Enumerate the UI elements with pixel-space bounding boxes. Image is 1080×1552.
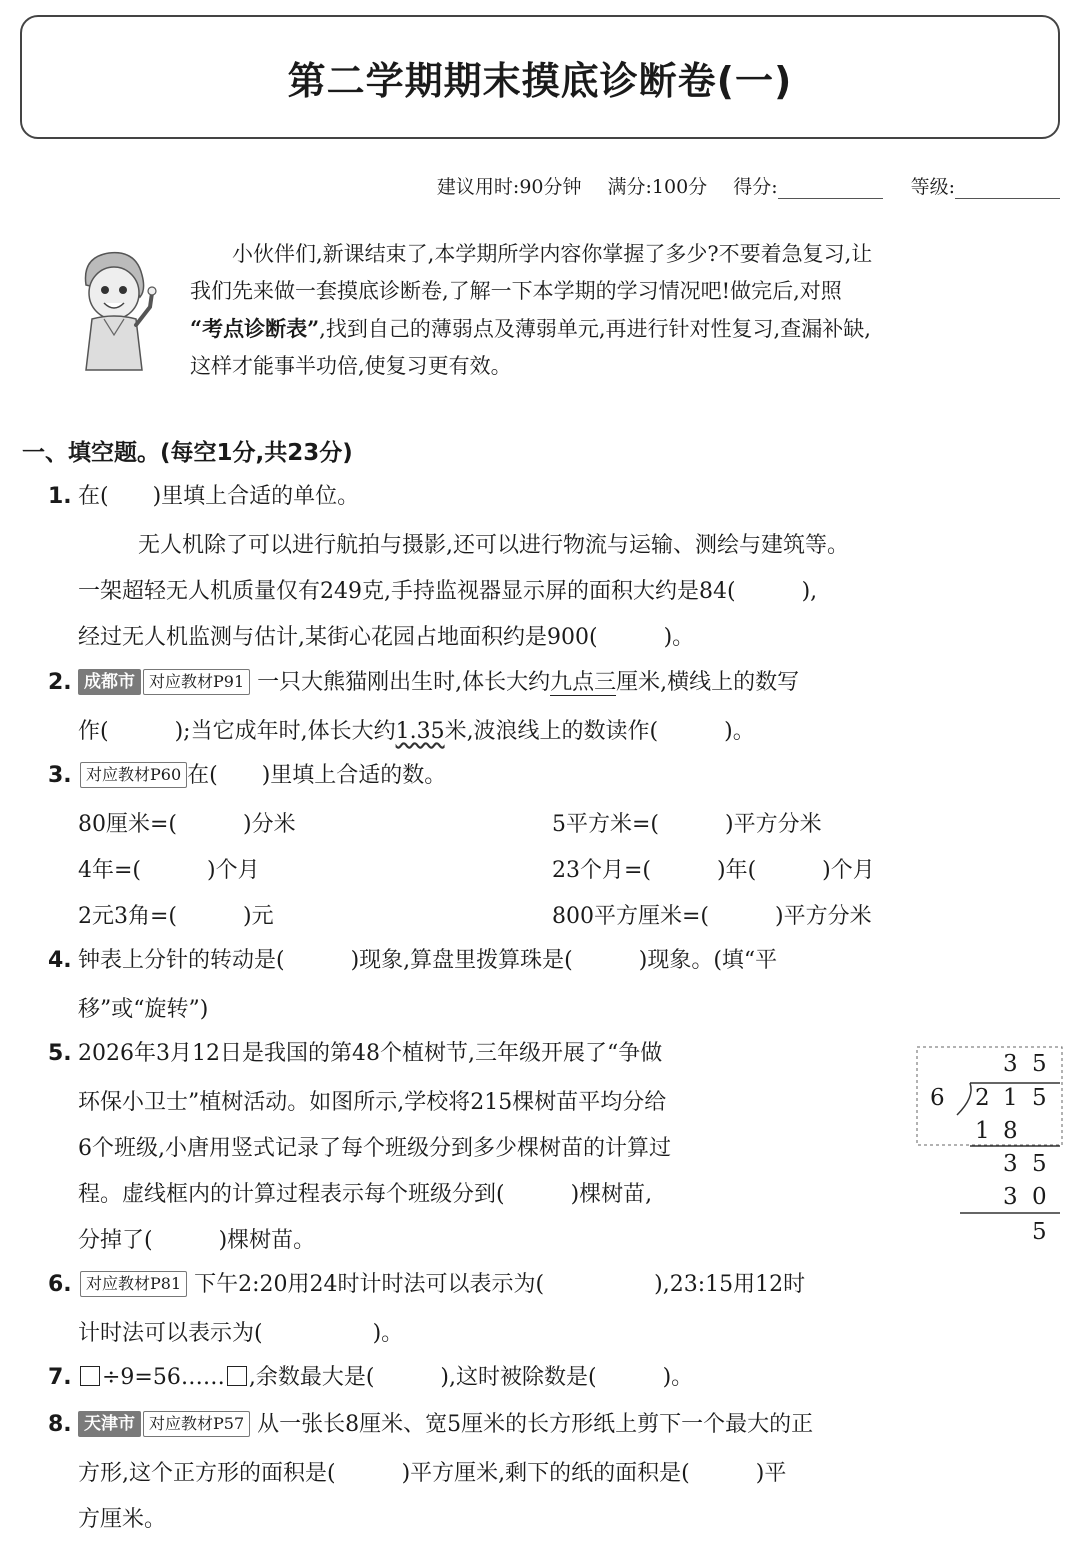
step-digit: 0 — [1032, 1184, 1047, 1210]
question-6: 6. 对应教材P81 下午2:20用24时计时法可以表示为( ),23:15用12时 — [48, 1272, 806, 1297]
q5-line: 6个班级,小唐用竖式记录了每个班级分到多少棵树苗的计算过 — [78, 1136, 671, 1161]
q3-item: 80厘米=( )分米 — [78, 812, 296, 837]
q1-line: 一架超轻无人机质量仅有249克,手持监视器显示屏的面积大约是84( ), — [78, 579, 818, 604]
intro-bold: “考点诊断表” — [190, 316, 320, 341]
q5-line: 程。虚线框内的计算过程表示每个班级分到( )棵树苗, — [78, 1182, 653, 1207]
intro-line: 这样才能事半功倍,使复习更有效。 — [190, 354, 512, 378]
grade-label: 等级: — [910, 176, 955, 198]
long-division-figure — [915, 1045, 1065, 1255]
question-4: 4. 钟表上分针的转动是( )现象,算盘里拨算珠是( )现象。(填“平 — [48, 948, 778, 973]
divisor: 6 — [930, 1085, 945, 1111]
intro-line: “考点诊断表”,找到自己的薄弱点及薄弱单元,再进行针对性复习,查漏补缺, — [190, 316, 871, 341]
quotient-digit: 5 — [1032, 1051, 1047, 1077]
q2-line: 作( );当它成年时,体长大约1.35米,波浪线上的数读作( )。 — [78, 719, 755, 744]
q3-item: 23个月=( )年( )个月 — [552, 858, 875, 883]
q5-line: 环保小卫士”植树活动。如图所示,学校将215棵树苗平均分给 — [78, 1090, 667, 1115]
intro-line: 我们先来做一套摸底诊断卷,了解一下本学期的学习情况吧!做完后,对照 — [190, 279, 842, 303]
q8-line: 方形,这个正方形的面积是( )平方厘米,剩下的纸的面积是( )平 — [78, 1461, 787, 1486]
q3-item: 5平方米=( )平方分米 — [552, 812, 822, 837]
remainder-digit: 3 — [1003, 1151, 1018, 1177]
question-3: 3. 对应教材P60 在( )里填上合适的数。 — [48, 763, 447, 788]
grade-blank[interactable] — [955, 176, 1060, 199]
q6-line: 计时法可以表示为( )。 — [78, 1321, 404, 1346]
q3-item: 2元3角=( )元 — [78, 904, 274, 929]
step-digit: 8 — [1003, 1118, 1018, 1144]
step-digit: 1 — [975, 1118, 990, 1144]
final-remainder: 5 — [1032, 1219, 1047, 1245]
score-blank[interactable] — [778, 176, 883, 199]
q1-line: 经过无人机监测与估计,某街心花园占地面积约是900( )。 — [78, 625, 695, 650]
boy-mascot-icon — [64, 245, 164, 375]
quotient-digit: 3 — [1003, 1051, 1018, 1077]
city-tag: 成都市 — [78, 669, 141, 695]
dividend-digit: 1 — [1003, 1085, 1018, 1111]
exam-meta — [437, 172, 1060, 199]
intro-text — [190, 236, 1050, 385]
q8-line: 方厘米。 — [78, 1507, 167, 1532]
textbook-tag: 对应教材P60 — [80, 762, 187, 788]
question-5: 5. 2026年3月12日是我国的第48个植树节,三年级开展了“争做 — [48, 1041, 663, 1066]
q5-line: 分掉了( )棵树苗。 — [78, 1228, 316, 1253]
q3-item: 800平方厘米=( )平方分米 — [552, 904, 872, 929]
textbook-tag: 对应教材P57 — [143, 1411, 250, 1437]
full-score: 满分:100分 — [607, 176, 708, 198]
dividend-digit: 5 — [1032, 1085, 1047, 1111]
q4-line: 移”或“旋转”) — [78, 997, 209, 1022]
blank-square-icon — [80, 1366, 100, 1386]
question-7: 7. ÷9=56…… ,余数最大是( ),这时被除数是( )。 — [48, 1365, 694, 1390]
dividend-digit: 2 — [975, 1085, 990, 1111]
section-title: 一、填空题。(每空1分,共23分) — [22, 440, 353, 466]
step-digit: 3 — [1003, 1184, 1018, 1210]
city-tag: 天津市 — [78, 1411, 141, 1437]
textbook-tag: 对应教材P91 — [143, 669, 250, 695]
q1-line: 无人机除了可以进行航拍与摄影,还可以进行物流与运输、测绘与建筑等。 — [138, 533, 849, 558]
time-suggest: 建议用时:90分钟 — [436, 176, 582, 198]
score-label: 得分: — [733, 176, 778, 198]
question-1: 1. 在( )里填上合适的单位。 — [48, 484, 360, 509]
intro-line: 小伙伴们,新课结束了,本学期所学内容你掌握了多少?不要着急复习,让 — [232, 242, 873, 266]
blank-square-icon — [227, 1366, 247, 1386]
q3-item: 4年=( )个月 — [78, 858, 260, 883]
textbook-tag: 对应教材P81 — [80, 1271, 187, 1297]
question-2: 2. 成都市 对应教材P91 一只大熊猫刚出生时,体长大约九点三厘米,横线上的数写 — [48, 670, 800, 695]
question-8: 8. 天津市 对应教材P57 从一张长8厘米、宽5厘米的长方形纸上剪下一个最大的正 — [48, 1412, 814, 1437]
page-title: 第二学期期末摸底诊断卷(一) — [287, 58, 793, 103]
title-box — [20, 15, 1060, 139]
remainder-digit: 5 — [1032, 1151, 1047, 1177]
underlined-number: 九点三 — [550, 670, 617, 695]
wavy-number: 1.35 — [395, 719, 445, 744]
